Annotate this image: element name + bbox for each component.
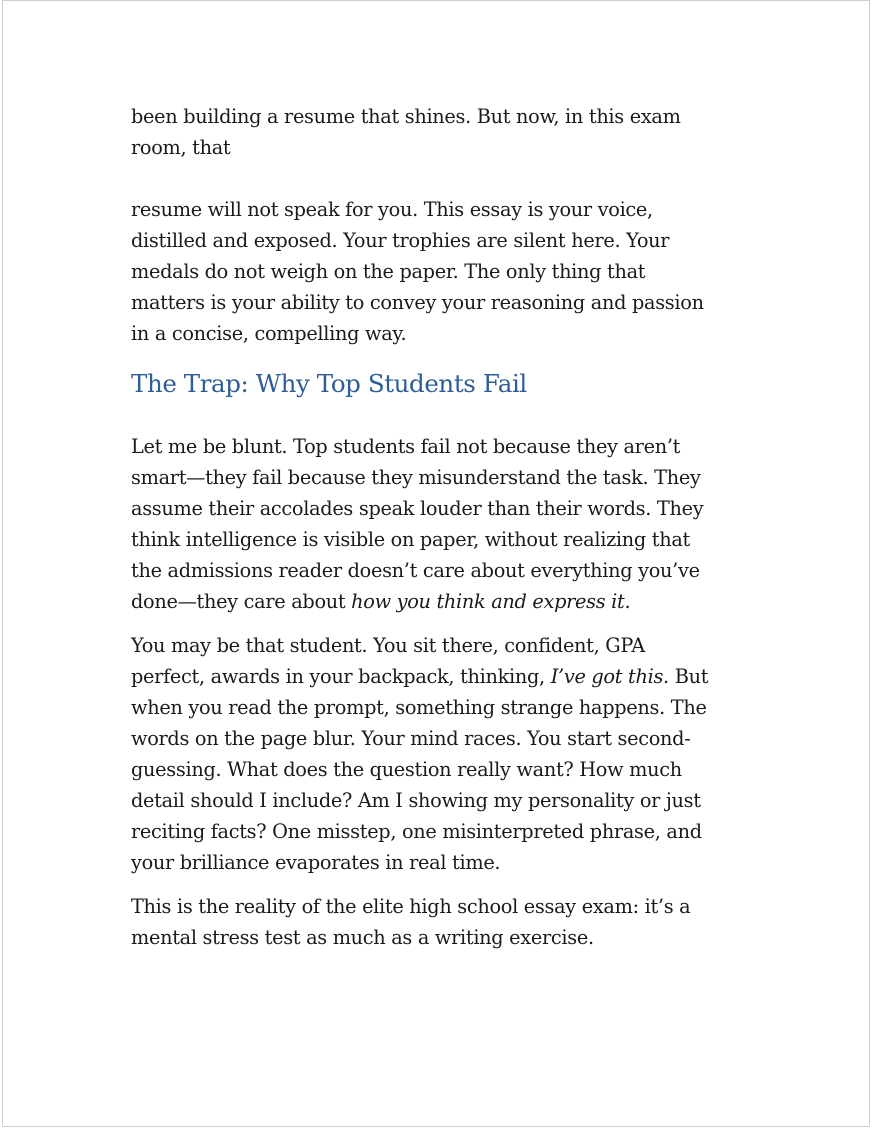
paragraph-blunt-emphasis: how you think and express it. [351, 590, 631, 613]
section-heading: The Trap: Why Top Students Fail [131, 369, 527, 398]
document-body [131, 101, 711, 953]
paragraph-blunt-text: Let me be blunt. Top students fail not because they aren’t smart—they fail because they misunderstand the task. They assume their accolades speak louder than their words. They think intelligence is visible on paper, without realizing that the admissions reader doesn’t care about everything you’ve done—they care about [131, 435, 704, 613]
paragraph-student-emphasis: I’ve got this. [550, 665, 669, 688]
paragraph-student [131, 630, 711, 878]
paragraph-student-tail: But when you read the prompt, something strange happens. The words on the page blur. Your mind races. You start second-guessing. What does the question really want? How much detail should I include? Am I showing my personality or just reciting facts? One misstep, one misinterpreted phrase, and your brilliance evaporates in real time. [131, 665, 709, 874]
document-page [2, 0, 870, 1127]
paragraph-reality: This is the reality of the elite high school essay exam: it’s a mental stress test as much as a writing exercise. [131, 895, 691, 949]
paragraph-blunt [131, 431, 711, 617]
paragraph-resume-voice: resume will not speak for you. This essay is your voice, distilled and exposed. Your trophies are silent here. Your medals do not weigh on the paper. The only thing that matters is your ability to convey your reasoning and passion in a concise, compelling way. [131, 198, 704, 345]
paragraph-student-lead: You may be that student. You sit there, confident, GPA perfect, awards in your backpack, thinking, [131, 634, 645, 688]
paragraph-resume-intro: been building a resume that shines. But now, in this exam room, that [131, 105, 681, 159]
